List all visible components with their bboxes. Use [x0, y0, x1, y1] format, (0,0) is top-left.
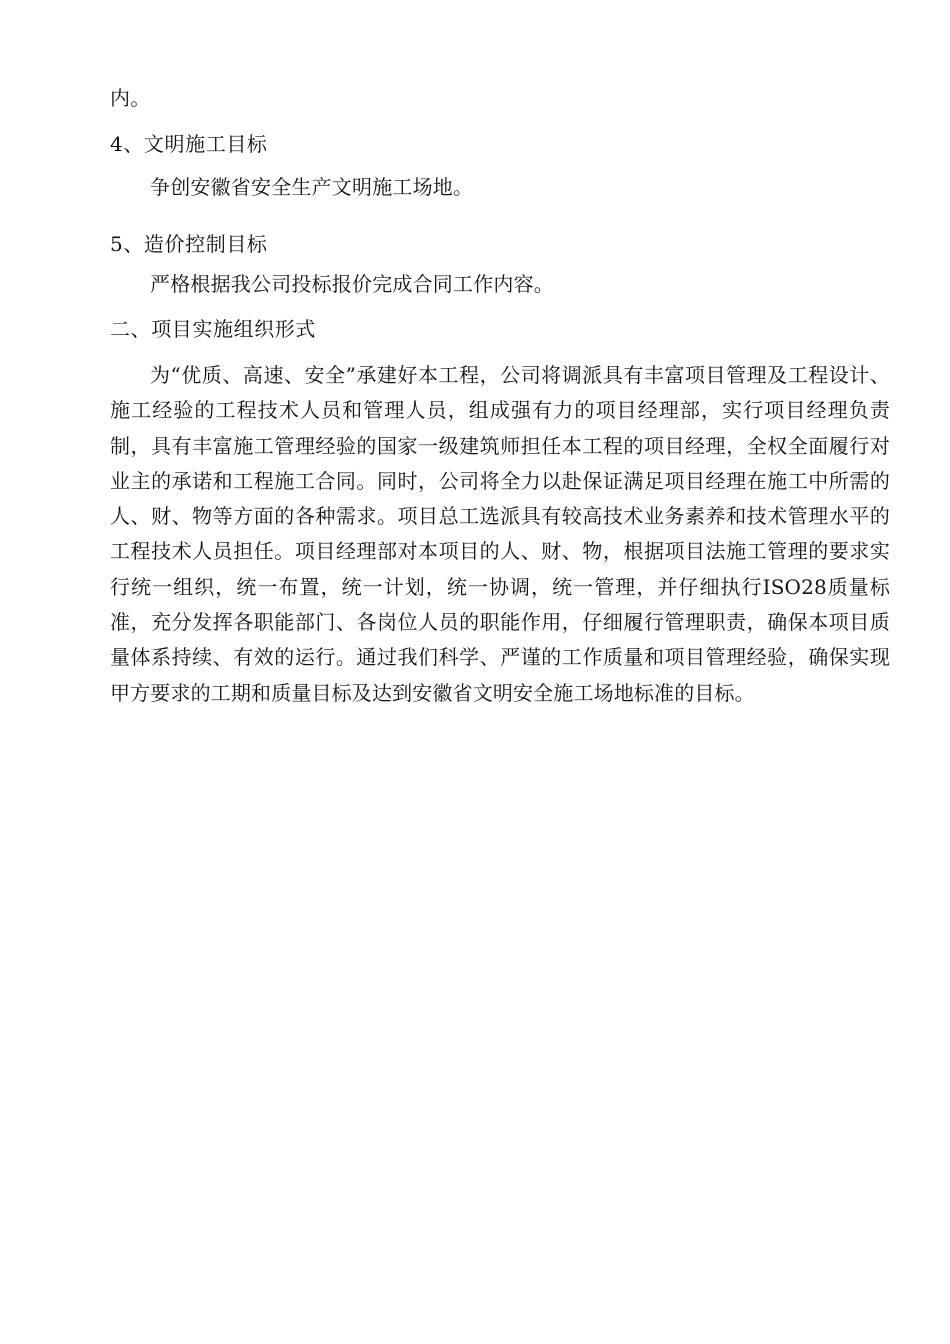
- part-2-paragraph: 为“优质、高速、安全”承建好本工程，公司将调派具有丰富项目管理及工程设计、施工经验的工程技术人员和管理人员，组成强有力的项目经理部，实行项目经理负责制，具有丰富施工管理经验的国家一级建筑师担任本工程的项目经理，全权全面履行对业主的承诺和工程施工合同。同时，公司将全力以赴保证满足项目经理在施工中所需的人、财、物等方面的各种需求。项目总工选派具有较高技术业务素养和技术管理水平的工程技术人员担任。项目经理部对本项目的人、财、物，根据项目法施工管理的要求实行统一组织，统一布置，统一计划，统一协调，统一管理，并仔细执行ISO28质量标准，充分发挥各职能部门、各岗位人员的职能作用，仔细履行管理职责，确保本项目质量体系持续、有效的运行。通过我们科学、严谨的工作质量和项目管理经验，确保实现甲方要求的工期和质量目标及达到安徽省文明安全施工场地标准的目标。: [110, 363, 890, 705]
- part-2-heading: 二、项目实施组织形式: [110, 317, 316, 341]
- section-5-heading: 5、造价控制目标: [110, 232, 268, 256]
- continuation-text: 内。: [110, 86, 151, 110]
- section-5-body: 严格根据我公司投标报价完成合同工作内容。: [150, 272, 554, 296]
- section-4-heading: 4、文明施工目标: [110, 132, 268, 156]
- section-4-body: 争创安徽省安全生产文明施工场地。: [150, 175, 474, 199]
